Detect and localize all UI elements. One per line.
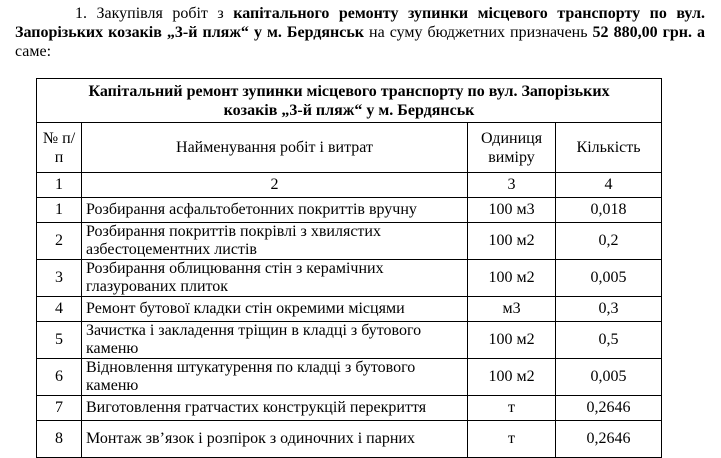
- index-cell: 3: [468, 173, 556, 198]
- row-num: 6: [37, 359, 82, 396]
- row-name: Зачистка і закладення тріщин в кладці з бутового каменю: [82, 322, 468, 359]
- row-num: 1: [37, 198, 82, 223]
- row-num: 2: [37, 223, 82, 260]
- row-unit: 100 м2: [468, 223, 556, 260]
- intro-subject: капітального ремонту зупинки місцевого транспорту по вул. Запорізьких козаків „3-й пляж“ у м. Бердянськ: [15, 5, 705, 41]
- row-qty: 0,2646: [556, 396, 662, 421]
- table-index-row: [37, 173, 662, 198]
- table-row: [37, 223, 662, 260]
- table-row: [37, 322, 662, 359]
- row-name: Розбирання облицювання стін з керамічних глазурованих плиток: [82, 260, 468, 297]
- intro-paragraph: [15, 4, 705, 61]
- row-name: Виготовлення гратчастих конструкцій перекриття: [82, 396, 468, 421]
- table-row: [37, 297, 662, 322]
- row-name: Відновлення штукатурення по кладці з бутового каменю: [82, 359, 468, 396]
- table-row: [37, 396, 662, 421]
- index-cell: 2: [82, 173, 468, 198]
- header-name: Найменування робіт і витрат: [82, 123, 468, 173]
- header-unit: Одиниця виміру: [468, 123, 556, 173]
- row-qty: 0,5: [556, 322, 662, 359]
- intro-amount: 52 880,00 грн. а: [592, 24, 705, 41]
- table-caption-row: [37, 79, 662, 123]
- row-qty: 0,018: [556, 198, 662, 223]
- row-unit: т: [468, 396, 556, 421]
- row-qty: 0,2646: [556, 421, 662, 458]
- works-table: [36, 78, 662, 458]
- row-num: 3: [37, 260, 82, 297]
- row-unit: 100 м2: [468, 359, 556, 396]
- row-qty: 0,3: [556, 297, 662, 322]
- row-qty: 0,005: [556, 260, 662, 297]
- row-num: 8: [37, 421, 82, 458]
- row-qty: 0,2: [556, 223, 662, 260]
- intro-text-3: саме:: [15, 43, 52, 60]
- table-row: [37, 359, 662, 396]
- intro-text-2: на суму бюджетних призначень: [364, 24, 593, 41]
- table-row: [37, 421, 662, 458]
- row-num: 7: [37, 396, 82, 421]
- row-name: Ремонт бутової кладки стін окремими місцями: [82, 297, 468, 322]
- table-header-row: [37, 123, 662, 173]
- intro-text-1: 1. Закупівля робіт з: [75, 5, 234, 22]
- header-num: № п/п: [37, 123, 82, 173]
- row-unit: 100 м3: [468, 198, 556, 223]
- row-unit: 100 м2: [468, 260, 556, 297]
- table-caption: Капітальний ремонт зупинки місцевого транспорту по вул. Запорізьких козаків „3-й пляж“ у м. Бердянськ: [37, 79, 662, 123]
- index-cell: 1: [37, 173, 82, 198]
- row-name: Монтаж зв’язок і розпірок з одиночних і парних: [82, 421, 468, 458]
- row-name: Розбирання асфальтобетонних покриттів вручну: [82, 198, 468, 223]
- table-row: [37, 198, 662, 223]
- row-name: Розбирання покриттів покрівлі з хвилястих азбестоцементних листів: [82, 223, 468, 260]
- table-row: [37, 260, 662, 297]
- row-unit: м3: [468, 297, 556, 322]
- index-cell: 4: [556, 173, 662, 198]
- row-unit: т: [468, 421, 556, 458]
- row-unit: 100 м2: [468, 322, 556, 359]
- row-num: 5: [37, 322, 82, 359]
- header-qty: Кількість: [556, 123, 662, 173]
- row-num: 4: [37, 297, 82, 322]
- row-qty: 0,005: [556, 359, 662, 396]
